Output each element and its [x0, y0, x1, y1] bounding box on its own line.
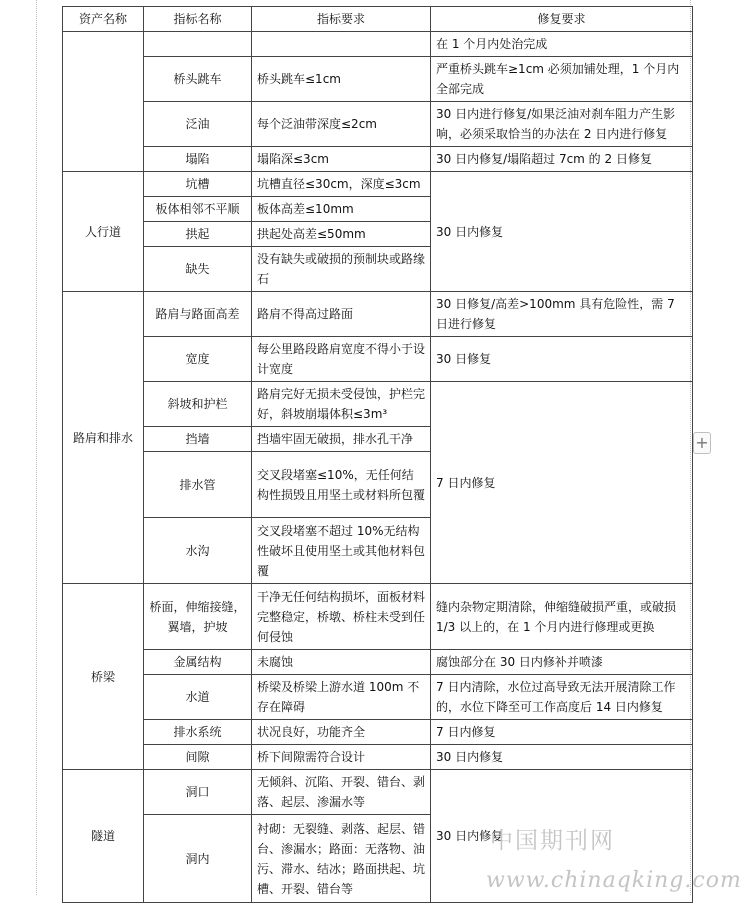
- repair-cell: 7 日内修复: [431, 720, 693, 745]
- asset-cell: [63, 32, 144, 172]
- indicator-cell: 斜坡和护栏: [144, 382, 252, 427]
- indicator-cell: 金属结构: [144, 650, 252, 675]
- table-row: [63, 172, 693, 197]
- requirement-cell: 路肩完好无损未受侵蚀，护栏完好，斜坡崩塌体积≤3m³: [252, 382, 431, 427]
- requirement-cell: 交叉段堵塞不超过 10%无结构性破坏且使用坚土或其他材料包覆: [252, 518, 431, 584]
- indicator-cell: 坑槽: [144, 172, 252, 197]
- requirement-cell: 路肩不得高过路面: [252, 292, 431, 337]
- header-row: [63, 7, 693, 32]
- requirement-cell: 桥头跳车≤1cm: [252, 57, 431, 102]
- header-requirement: 指标要求: [252, 7, 431, 32]
- requirement-cell: 状况良好，功能齐全: [252, 720, 431, 745]
- requirement-cell: 桥梁及桥梁上游水道 100m 不存在障碍: [252, 675, 431, 720]
- table-row: [63, 675, 693, 720]
- indicator-cell: 塌陷: [144, 147, 252, 172]
- table-row: [63, 32, 693, 57]
- table-row: [63, 147, 693, 172]
- indicator-cell: 排水管: [144, 452, 252, 518]
- repair-cell: 30 日内修复: [431, 770, 693, 903]
- expand-plus-button[interactable]: +: [693, 432, 711, 454]
- requirement-cell: 拱起处高差≤50mm: [252, 222, 431, 247]
- header-repair: 修复要求: [431, 7, 693, 32]
- indicator-cell: 缺失: [144, 247, 252, 292]
- requirement-cell: 桥下间隙需符合设计: [252, 745, 431, 770]
- repair-cell: 7 日内清除，水位过高导致无法开展清除工作的，水位下降至可工作高度后 14 日内修复: [431, 675, 693, 720]
- indicator-cell: 宽度: [144, 337, 252, 382]
- requirement-cell: 坑槽直径≤30cm，深度≤3cm: [252, 172, 431, 197]
- requirement-cell: 干净无任何结构损坏，面板材料完整稳定，桥墩、桥柱未受到任何侵蚀: [252, 584, 431, 650]
- requirement-cell: 无倾斜、沉陷、开裂、错台、剥落、起层、渗漏水等: [252, 770, 431, 815]
- requirement-cell: 没有缺失或破损的预制块或路缘石: [252, 247, 431, 292]
- requirement-cell: 每公里路段路肩宽度不得小于设计宽度: [252, 337, 431, 382]
- indicator-cell: 板体相邻不平顺: [144, 197, 252, 222]
- indicator-cell: 挡墙: [144, 427, 252, 452]
- asset-cell: 路肩和排水: [63, 292, 144, 584]
- repair-cell: 30 日修复: [431, 337, 693, 382]
- requirement-cell: 塌陷深≤3cm: [252, 147, 431, 172]
- indicator-cell: 桥面，伸缩接缝，翼墙，护坡: [144, 584, 252, 650]
- indicator-cell: 水道: [144, 675, 252, 720]
- header-indicator: 指标名称: [144, 7, 252, 32]
- requirement-cell: 交叉段堵塞≤10%，无任何结构性损毁且用坚土或材料所包覆: [252, 452, 431, 518]
- table-row: [63, 720, 693, 745]
- maintenance-table: [62, 6, 693, 903]
- requirement-cell: 未腐蚀: [252, 650, 431, 675]
- repair-cell: 30 日内修复: [431, 745, 693, 770]
- table-row: [63, 650, 693, 675]
- table-row: [63, 770, 693, 815]
- indicator-cell: 泛油: [144, 102, 252, 147]
- asset-cell: 桥梁: [63, 584, 144, 770]
- repair-cell: 腐蚀部分在 30 日内修补并喷漆: [431, 650, 693, 675]
- watermark-site-name: 中国期刊网: [490, 828, 615, 854]
- page-margin-left: [36, 0, 37, 895]
- repair-cell: 在 1 个月内处治完成: [431, 32, 693, 57]
- table-row: [63, 292, 693, 337]
- repair-cell: 30 日内修复: [431, 172, 693, 292]
- requirement-cell: 衬砌：无裂缝、剥落、起层、错台、渗漏水；路面：无落物、油污、滞水、结冰；路面拱起、坑槽、开裂、错台等: [252, 815, 431, 903]
- table-row: [63, 745, 693, 770]
- indicator-cell: 间隙: [144, 745, 252, 770]
- table-row: [63, 57, 693, 102]
- indicator-cell: 洞口: [144, 770, 252, 815]
- requirement-cell: 板体高差≤10mm: [252, 197, 431, 222]
- requirement-cell: 每个泛油带深度≤2cm: [252, 102, 431, 147]
- table-row: [63, 382, 693, 427]
- repair-cell: 30 日内修复/塌陷超过 7cm 的 2 日修复: [431, 147, 693, 172]
- repair-cell: 30 日内进行修复/如果泛油对刹车阻力产生影响，必须采取恰当的办法在 2 日内进行修复: [431, 102, 693, 147]
- asset-cell: 隧道: [63, 770, 144, 903]
- repair-cell: 30 日修复/高差>100mm 具有危险性，需 7 日进行修复: [431, 292, 693, 337]
- table-row: [63, 584, 693, 650]
- indicator-cell: 路肩与路面高差: [144, 292, 252, 337]
- repair-cell: 7 日内修复: [431, 382, 693, 584]
- header-asset: 资产名称: [63, 7, 144, 32]
- indicator-cell: 洞内: [144, 815, 252, 903]
- table-row: [63, 102, 693, 147]
- repair-cell: 缝内杂物定期清除，伸缩缝破损严重，或破损 1/3 以上的，在 1 个月内进行修理或更换: [431, 584, 693, 650]
- indicator-cell: 水沟: [144, 518, 252, 584]
- watermark-site-url: www.chinaqking.com: [486, 868, 742, 893]
- indicator-cell: [144, 32, 252, 57]
- indicator-cell: 桥头跳车: [144, 57, 252, 102]
- requirement-cell: [252, 32, 431, 57]
- indicator-cell: 拱起: [144, 222, 252, 247]
- asset-cell: 人行道: [63, 172, 144, 292]
- requirement-cell: 挡墙牢固无破损，排水孔干净: [252, 427, 431, 452]
- repair-cell: 严重桥头跳车≥1cm 必须加铺处理，1 个月内全部完成: [431, 57, 693, 102]
- table-row: [63, 337, 693, 382]
- indicator-cell: 排水系统: [144, 720, 252, 745]
